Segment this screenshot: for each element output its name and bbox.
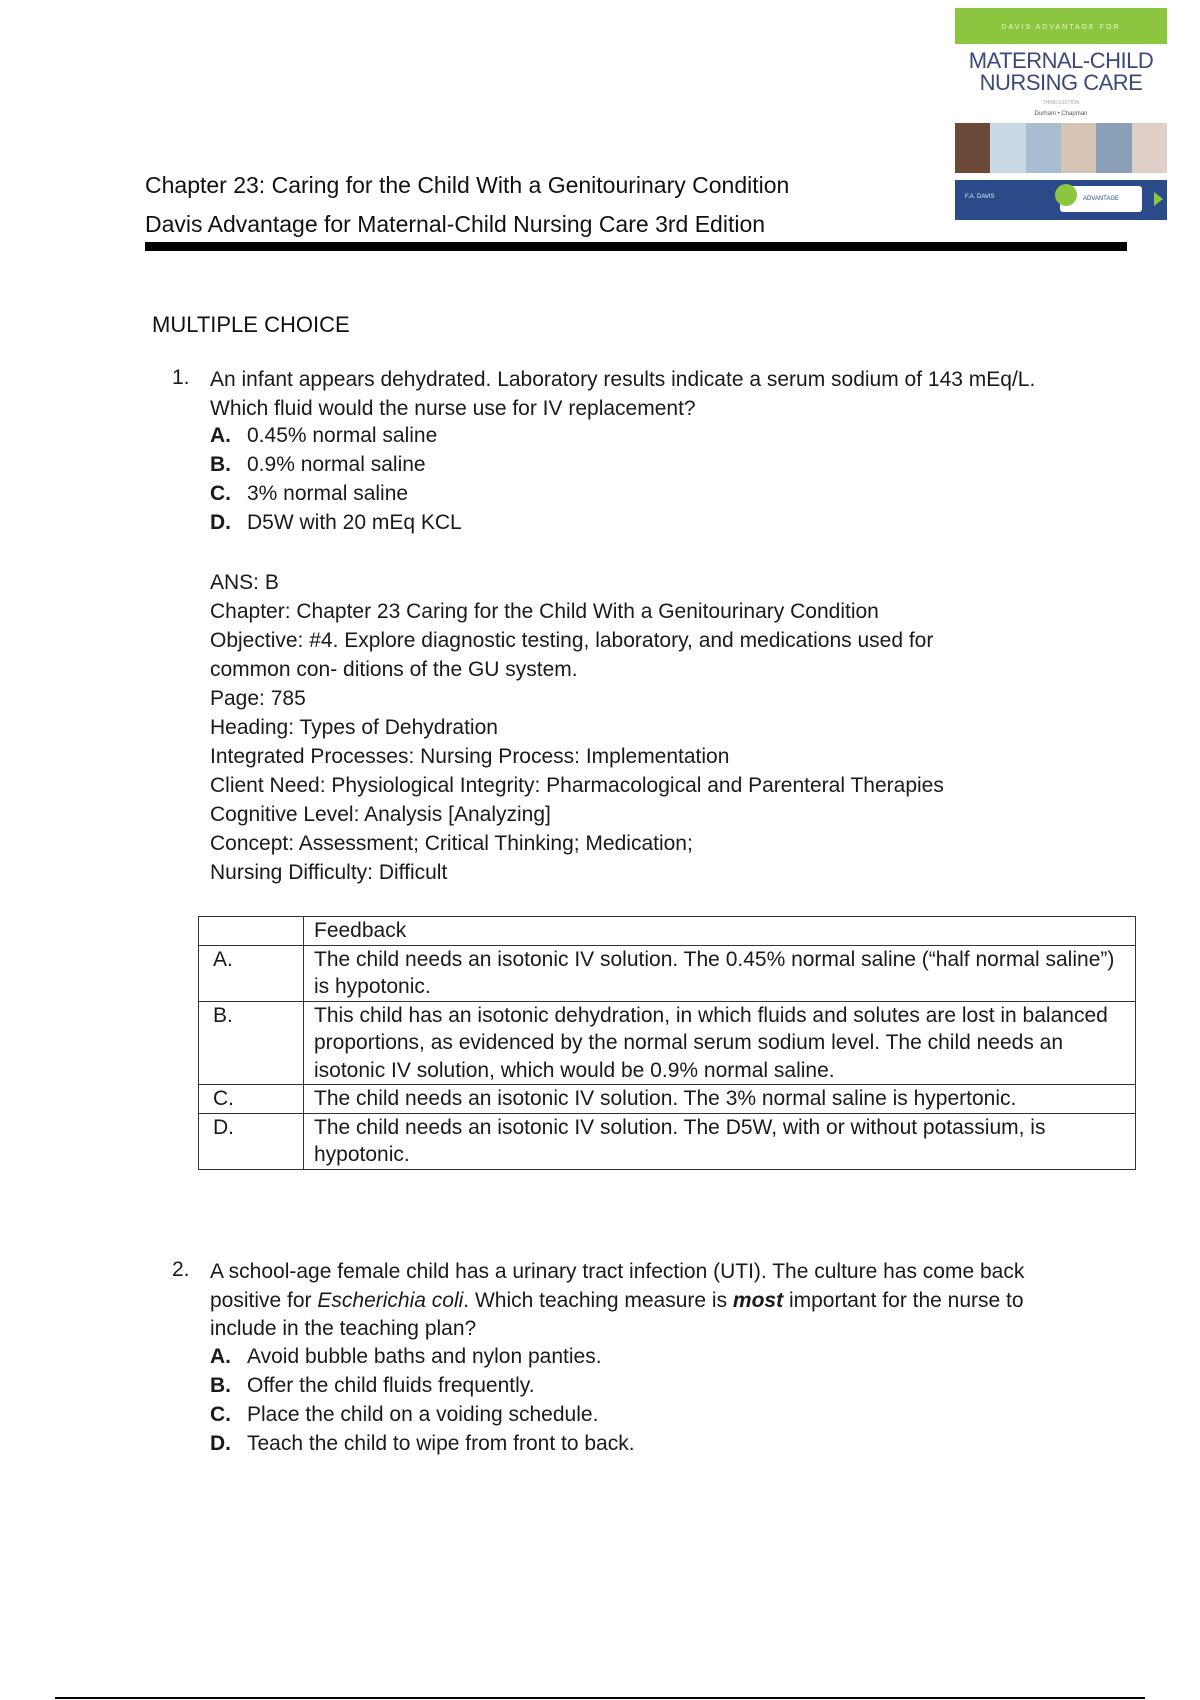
feedback-row: [199, 1001, 1136, 1085]
meta-objective-line-2: common con- ditions of the GU system.: [210, 658, 578, 681]
feedback-text: The child needs an isotonic IV solution. The D5W, with or without potassium, is hypotonic.: [304, 1113, 1136, 1169]
feedback-letter: B.: [199, 1001, 304, 1085]
option-letter: A.: [210, 1345, 231, 1368]
cover-publisher-bar: [955, 180, 1167, 220]
question-2-option-a: [210, 1345, 602, 1369]
meta-chapter: Chapter: Chapter 23 Caring for the Child With a Genitourinary Condition: [210, 600, 879, 623]
feedback-row: [199, 1085, 1136, 1114]
option-letter: D.: [210, 1432, 231, 1455]
feedback-table: [198, 916, 1136, 1170]
option-letter: B.: [210, 453, 231, 476]
cover-band: DAVIS ADVANTAGE FOR: [955, 8, 1167, 44]
book-cover-image: [955, 8, 1167, 220]
cover-photos: [955, 123, 1167, 173]
question-2-text-part-2: . Which teaching measure is: [463, 1288, 733, 1312]
feedback-header: Feedback: [304, 917, 1136, 946]
option-text: D5W with 20 mEq KCL: [247, 511, 462, 534]
question-1-option-a: [210, 424, 437, 448]
meta-client-need: Client Need: Physiological Integrity: Pharmacological and Parenteral Therapies: [210, 774, 944, 797]
section-title: MULTIPLE CHOICE: [152, 312, 350, 337]
option-text: 0.45% normal saline: [247, 424, 438, 447]
option-letter: A.: [210, 424, 231, 447]
option-text: 3% normal saline: [247, 482, 409, 505]
feedback-header-blank: [199, 917, 304, 946]
question-2-text-part-3: important for the nurse to include in the teaching plan?: [210, 1288, 1024, 1340]
question-2-text-part-1: A school-age female child has a urinary tract infection (UTI). The culture has come back positive for: [210, 1260, 1025, 1312]
book-title: Davis Advantage for Maternal-Child Nursing Care 3rd Edition: [145, 211, 766, 237]
option-letter: C.: [210, 1403, 231, 1426]
option-text: Avoid bubble baths and nylon panties.: [247, 1345, 602, 1368]
footer-rule: [55, 1697, 1145, 1699]
cover-title-line-1: MATERNAL-CHILD: [968, 48, 1154, 73]
emphasis-word: most: [732, 1288, 784, 1312]
question-2-option-c: [210, 1403, 598, 1427]
meta-integrated-processes: Integrated Processes: Nursing Process: Implementation: [210, 745, 730, 768]
feedback-row: [199, 1113, 1136, 1169]
question-1-text: An infant appears dehydrated. Laboratory results indicate a serum sodium of 143 mEq/L. Which fluid would the nurse use for IV replacement?: [210, 368, 1036, 420]
option-text: Offer the child fluids frequently.: [247, 1374, 535, 1397]
meta-cognitive-level: Cognitive Level: Analysis [Analyzing]: [210, 803, 551, 826]
option-text: Teach the child to wipe from front to back.: [247, 1432, 635, 1455]
meta-difficulty: Nursing Difficulty: Difficult: [210, 861, 448, 884]
cover-publisher: F.A. DAVIS: [965, 194, 995, 200]
option-text: Place the child on a voiding schedule.: [247, 1403, 599, 1426]
cover-title-line-2: NURSING CARE: [979, 70, 1143, 95]
feedback-letter: C.: [199, 1085, 304, 1114]
option-letter: B.: [210, 1374, 231, 1397]
option-letter: D.: [210, 511, 231, 534]
meta-heading: Heading: Types of Dehydration: [210, 716, 498, 739]
feedback-row: [199, 945, 1136, 1001]
chapter-title: Chapter 23: Caring for the Child With a Genitourinary Condition: [145, 172, 790, 198]
cover-advantage-badge: ADVANTAGE: [1060, 186, 1142, 212]
question-2-option-d: [210, 1432, 635, 1456]
cover-authors: Durham • Chapman: [1034, 111, 1088, 117]
question-1-option-c: [210, 482, 408, 506]
question-1-option-b: [210, 453, 426, 477]
cover-edition: THIRD EDITION: [1042, 100, 1080, 106]
advantage-logo-icon: [1055, 184, 1077, 206]
feedback-header-row: [199, 917, 1136, 946]
question-1-option-d: [210, 511, 462, 535]
question-1-metadata: [210, 568, 1090, 887]
header-rule: [145, 242, 1127, 251]
answer-key: ANS: B: [210, 571, 279, 594]
question-2-number: 2.: [172, 1258, 190, 1281]
question-2-text: [210, 1258, 1090, 1344]
feedback-letter: D.: [199, 1113, 304, 1169]
meta-concept: Concept: Assessment; Critical Thinking; Medication;: [210, 832, 693, 855]
feedback-letter: A.: [199, 945, 304, 1001]
feedback-text: This child has an isotonic dehydration, in which fluids and solutes are lost in balanced proportions, as evidenced by the normal serum sodium level. The child needs an isotonic IV solution, which would be 0.9% normal saline.: [304, 1001, 1136, 1085]
play-arrow-icon: [1154, 192, 1163, 206]
question-1-number: 1.: [172, 366, 190, 389]
meta-objective-line-1: Objective: #4. Explore diagnostic testing, laboratory, and medications used for: [210, 629, 934, 652]
feedback-text: The child needs an isotonic IV solution. The 0.45% normal saline (“half normal saline”) is hypotonic.: [304, 945, 1136, 1001]
option-letter: C.: [210, 482, 231, 505]
meta-page: Page: 785: [210, 687, 306, 710]
feedback-text: The child needs an isotonic IV solution. The 3% normal saline is hypertonic.: [304, 1085, 1136, 1114]
organism-name: Escherichia coli: [317, 1288, 464, 1312]
question-2-option-b: [210, 1374, 535, 1398]
cover-title: [955, 50, 1167, 94]
option-text: 0.9% normal saline: [247, 453, 426, 476]
